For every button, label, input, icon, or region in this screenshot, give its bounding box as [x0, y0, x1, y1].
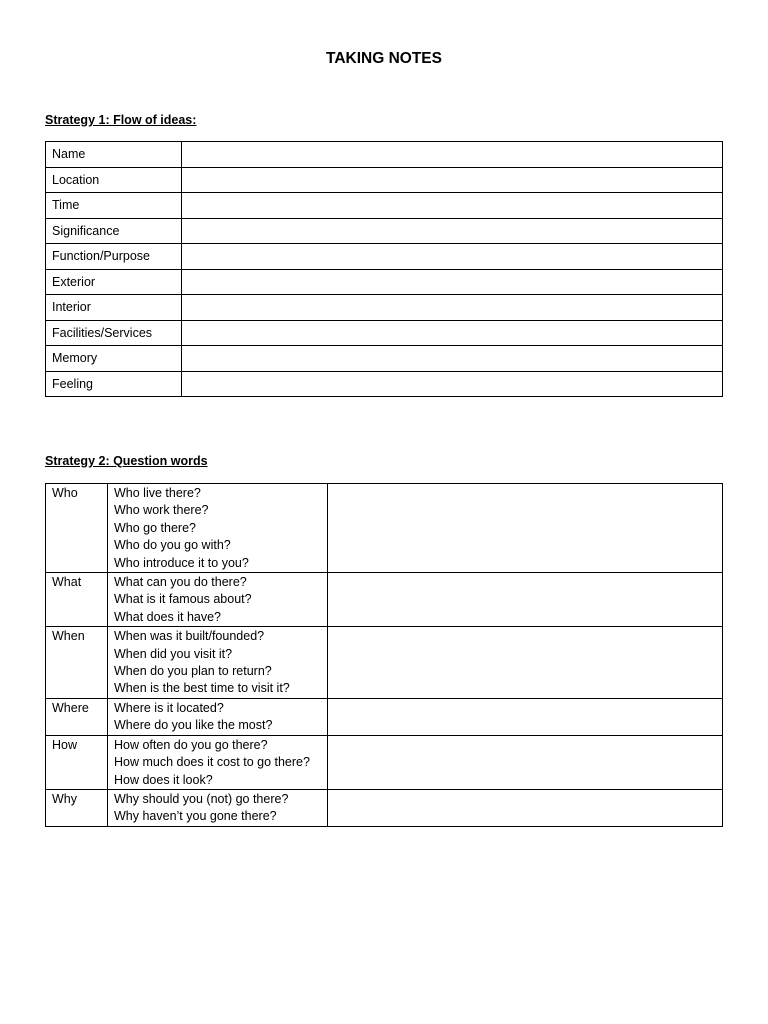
row-label: Function/Purpose [46, 244, 182, 270]
question-item: Why should you (not) go there? [114, 791, 289, 806]
row-label: Exterior [46, 269, 182, 295]
table-row [46, 193, 723, 219]
notes-cell[interactable] [182, 244, 723, 270]
row-label: Facilities/Services [46, 320, 182, 346]
notes-cell[interactable] [182, 142, 723, 168]
question-list [108, 735, 328, 789]
question-item: When do you plan to return? [114, 664, 272, 679]
answer-cell[interactable] [328, 698, 723, 735]
strategy-1-heading: Strategy 1: Flow of ideas: [45, 113, 197, 127]
notes-cell[interactable] [182, 167, 723, 193]
question-list [108, 627, 328, 699]
table-row [46, 627, 723, 699]
question-item: What does it have? [114, 609, 222, 624]
question-item: Where do you like the most? [114, 718, 273, 733]
question-list [108, 789, 328, 826]
question-item: What is it famous about? [114, 592, 252, 607]
question-words-table [45, 483, 723, 827]
table-row [46, 295, 723, 321]
question-list [108, 573, 328, 627]
question-item: How does it look? [114, 772, 213, 787]
notes-cell[interactable] [182, 320, 723, 346]
row-label: Significance [46, 218, 182, 244]
table-row [46, 789, 723, 826]
question-item: Who work there? [114, 503, 209, 518]
question-item: Who live there? [114, 486, 201, 500]
notes-cell[interactable] [182, 193, 723, 219]
table-row [46, 167, 723, 193]
question-list [108, 484, 328, 573]
question-word: Who [46, 484, 108, 573]
question-word: How [46, 735, 108, 789]
table-row [46, 269, 723, 295]
notes-cell[interactable] [182, 346, 723, 372]
question-item: When did you visit it? [114, 646, 233, 661]
table-row [46, 573, 723, 627]
question-item: Who do you go with? [114, 538, 231, 553]
question-item: Why haven’t you gone there? [114, 809, 277, 824]
question-item: Where is it located? [114, 700, 224, 715]
question-item: Who go there? [114, 520, 196, 535]
row-label: Interior [46, 295, 182, 321]
question-list [108, 698, 328, 735]
question-item: How much does it cost to go there? [114, 755, 310, 770]
answer-cell[interactable] [328, 484, 723, 573]
question-item: When was it built/founded? [114, 629, 265, 644]
strategy-2-heading: Strategy 2: Question words [45, 454, 208, 468]
question-word: What [46, 573, 108, 627]
table-row [46, 346, 723, 372]
row-label: Memory [46, 346, 182, 372]
question-item: When is the best time to visit it? [114, 681, 290, 696]
notes-cell[interactable] [182, 295, 723, 321]
answer-cell[interactable] [328, 627, 723, 699]
question-item: How often do you go there? [114, 737, 268, 752]
table-row [46, 218, 723, 244]
table-row [46, 371, 723, 397]
table-row [46, 244, 723, 270]
table-row [46, 735, 723, 789]
row-label: Feeling [46, 371, 182, 397]
answer-cell[interactable] [328, 735, 723, 789]
question-word: Why [46, 789, 108, 826]
row-label: Name [46, 142, 182, 168]
notes-cell[interactable] [182, 371, 723, 397]
notes-cell[interactable] [182, 218, 723, 244]
question-word: Where [46, 698, 108, 735]
answer-cell[interactable] [328, 573, 723, 627]
table-row [46, 320, 723, 346]
question-word: When [46, 627, 108, 699]
table-row [46, 484, 723, 573]
notes-cell[interactable] [182, 269, 723, 295]
table-row [46, 698, 723, 735]
answer-cell[interactable] [328, 789, 723, 826]
flow-of-ideas-table [45, 141, 723, 397]
question-item: What can you do there? [114, 575, 247, 590]
question-item: Who introduce it to you? [114, 555, 249, 570]
row-label: Location [46, 167, 182, 193]
page-title: TAKING NOTES [326, 50, 442, 67]
row-label: Time [46, 193, 182, 219]
table-row [46, 142, 723, 168]
